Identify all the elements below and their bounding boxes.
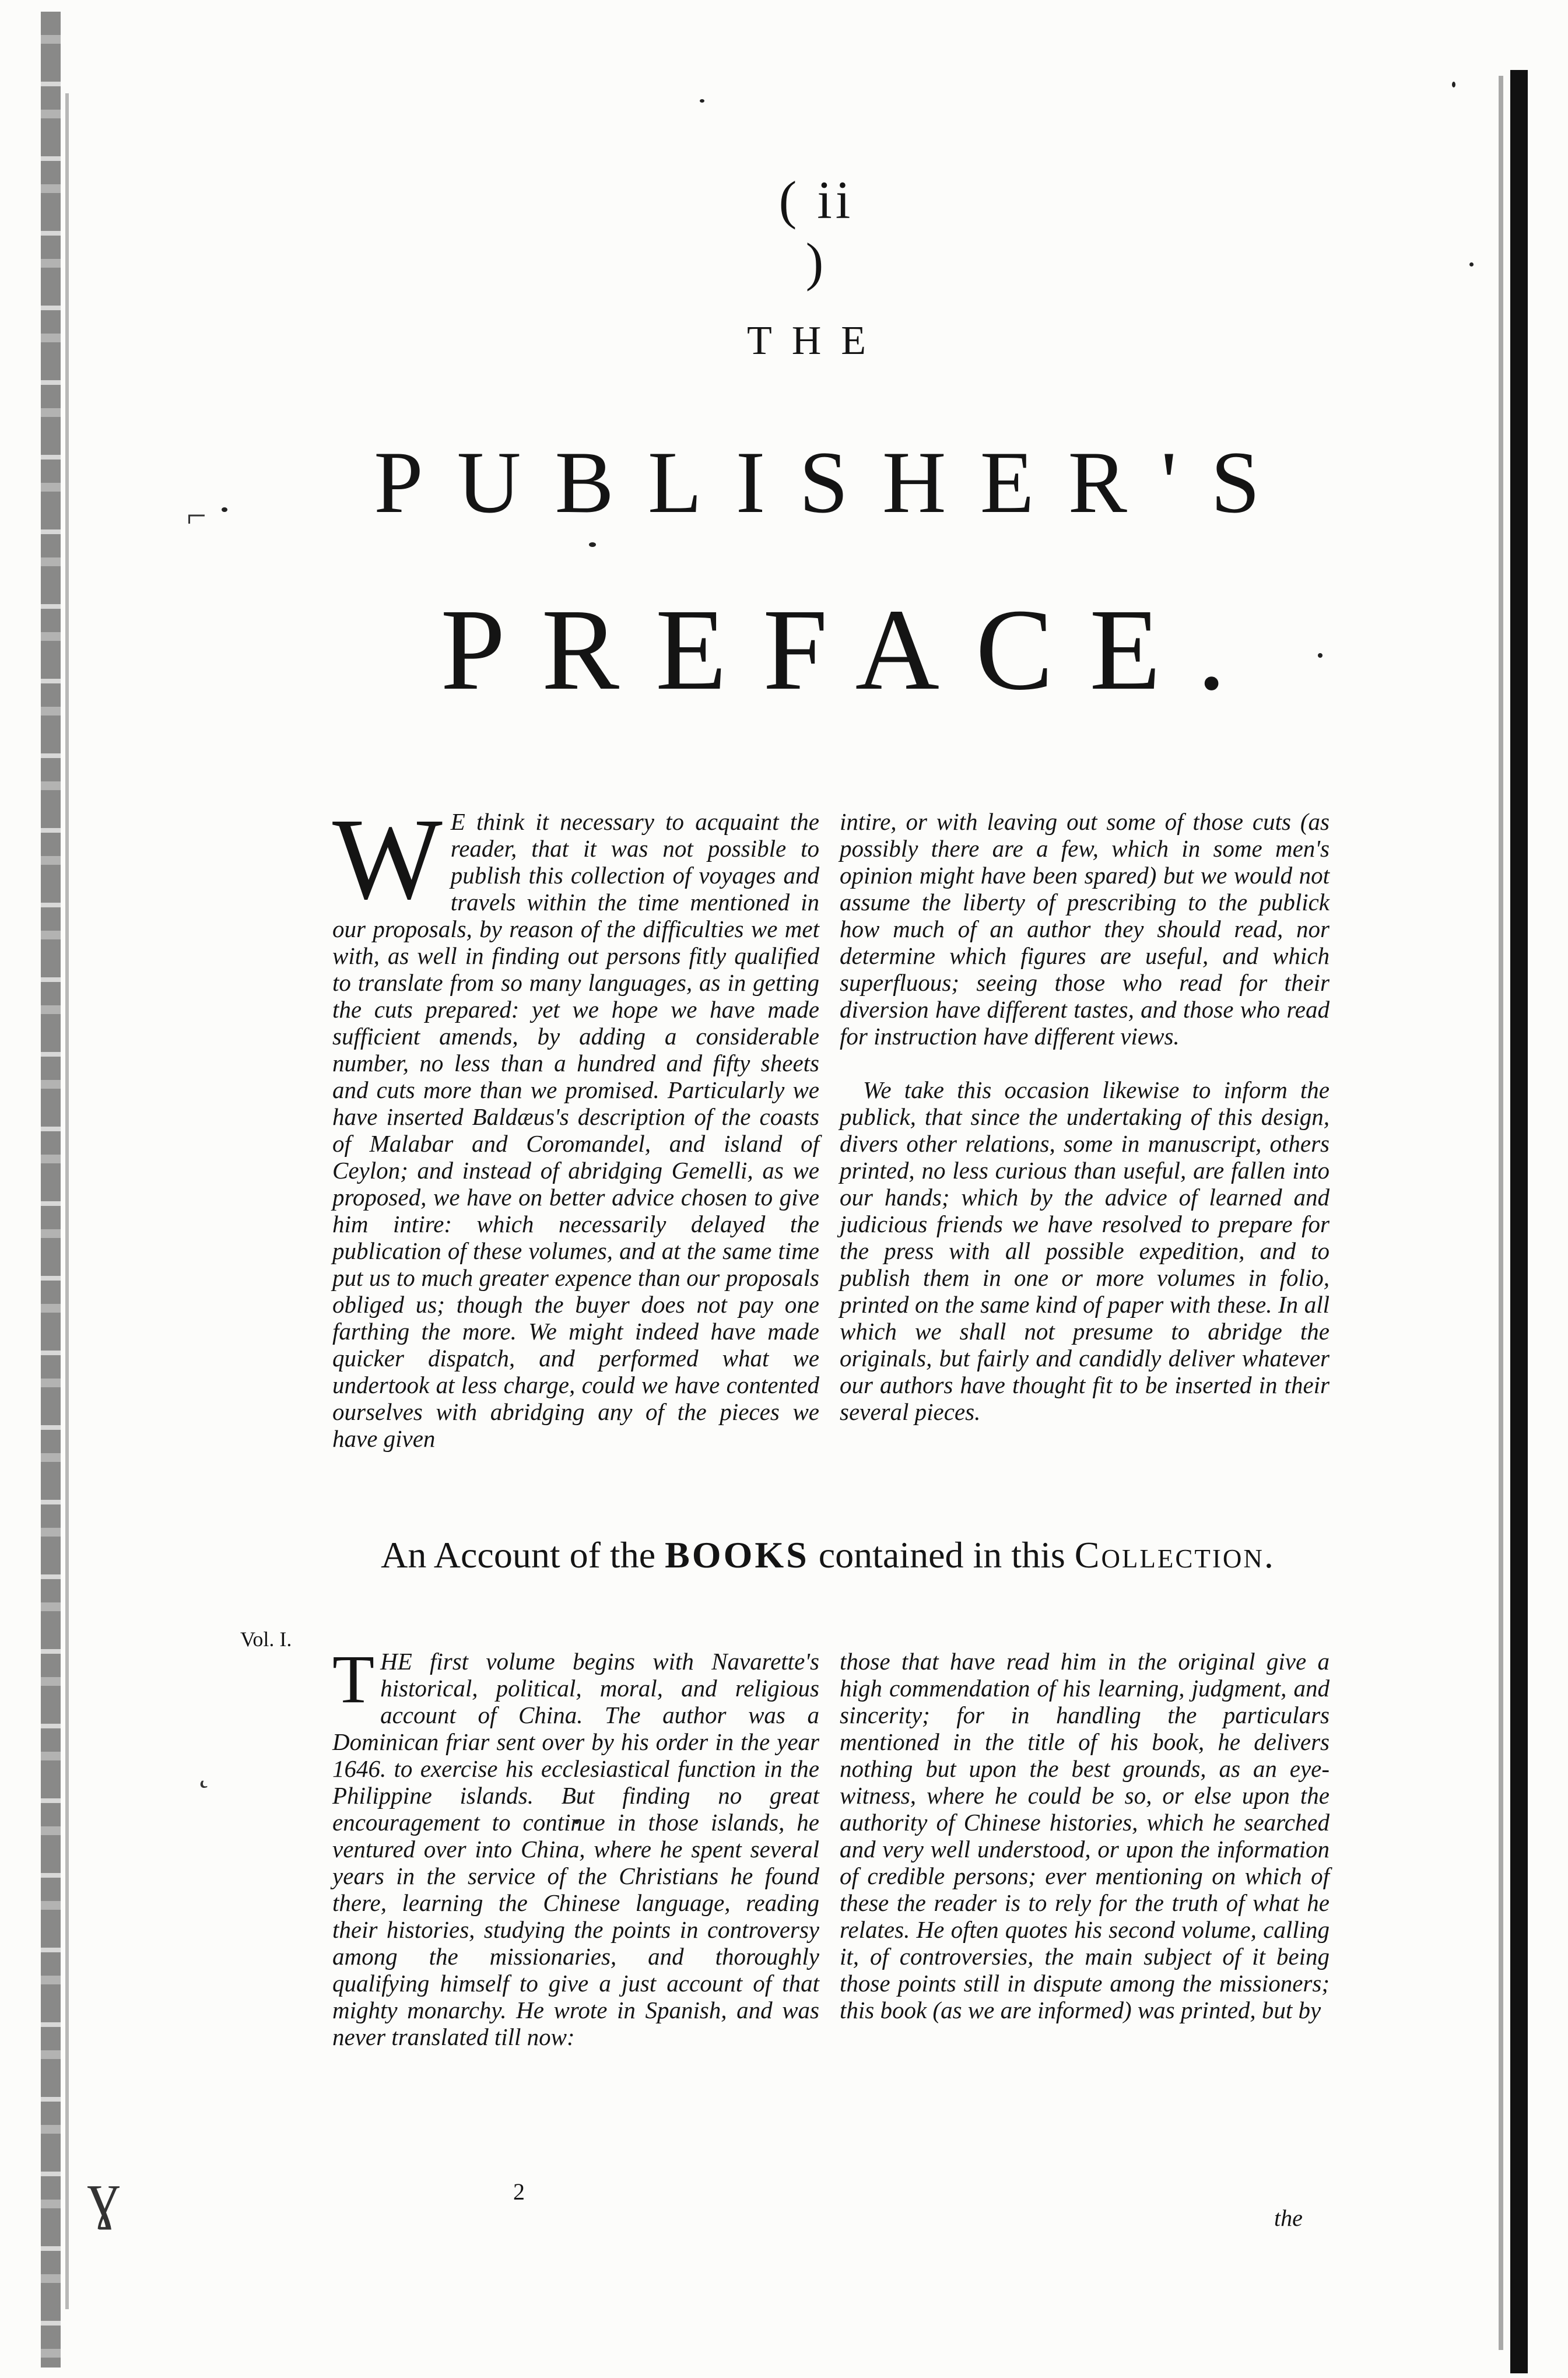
scan-right-edge-shadow — [1510, 70, 1528, 2373]
scan-left-edge-shadow — [41, 12, 61, 2368]
account-right-text: those that have read him in the original give a high commendation of his learning, judgment, and sincerity; for in handling the particulars mentioned in the title of his book, he delivers nothing but upon the best grounds, as an eye-witness, where he could be so, or else upon the authority of Chinese histories, which he searched and very well understood, or upon the information of credible persons; ever mentioning on which of these the reader is to rely for the truth of what he relates. He often quotes his second volume, calling it, of controversies, the main subject of it being those points still in dispute among the missioners; this book (as we are informed) was printed, but by — [840, 1648, 1330, 2023]
account-heading — [327, 1534, 1330, 1577]
margin-scribble: ɣ — [87, 2159, 120, 2230]
scan-speck — [700, 99, 704, 103]
catchword: the — [1274, 2205, 1303, 2231]
title-the: THE — [746, 318, 886, 363]
title-publishers: PUBLISHER'S — [374, 433, 1294, 531]
margin-scribble: ⌐ — [187, 496, 206, 535]
account-left-column — [332, 1621, 819, 2050]
account-dropcap: T — [332, 1641, 375, 1717]
page-number: ( ii ) — [778, 170, 854, 292]
account-heading-books: BOOKS — [665, 1534, 809, 1576]
account-heading-pre: An Account of the — [381, 1534, 665, 1576]
signature-mark: 2 — [513, 2179, 525, 2205]
scan-speck — [1469, 262, 1474, 266]
account-heading-collection: Collection. — [1074, 1534, 1275, 1576]
scan-speck — [1452, 82, 1455, 87]
preface-dropcap: W — [332, 795, 443, 924]
preface-right-column — [840, 781, 1330, 1452]
preface-right-paragraph-1: intire, or with leaving out some of those cuts (as possibly there are a few, which in some men's opinion might have been spared) but we would not assume the liberty of prescribing to the publick how much of an author they should read, nor determine which figures are useful, and which superfluous; seeing those who read for their diversion have different tastes, and those who read for instruction have different views. — [840, 808, 1330, 1050]
account-right-column — [840, 1621, 1330, 2023]
volume-label: Vol. I. — [240, 1628, 292, 1651]
preface-left-text: E think it necessary to acquaint the reader, that it was not possible to publish this collection of voyages and travels within the time mentioned in our proposals, by reason of the difficulties we met with, as well in finding out persons fitly qualified to translate from so many languages, as in getting the cuts prepared: yet we hope we have made sufficient amends, by adding a considerable number, no less than a hundred and fifty sheets and cuts more than we promised. Particularly we have inserted Baldæus's description of the coasts of Malabar and Coromandel, and island of Ceylon; and instead of abridging Gemelli, as we proposed, we have on better advice chosen to give him intire: which necessarily delayed the publication of these volumes, and at the same time put us to much greater expence than our proposals obliged us; though the buyer does not pay one farthing the more. We might indeed have made quicker dispatch, and performed what we undertook at less charge, could we have contented ourselves with abridging any of the pieces we have given — [332, 808, 819, 1452]
scan-left-edge-line — [65, 93, 69, 2309]
account-heading-mid: contained in this — [809, 1534, 1075, 1576]
scan-speck — [222, 507, 227, 512]
preface-right-paragraph-2: We take this occasion likewise to inform the publick, that since the undertaking of this design, divers other relations, some in manuscript, others printed, no less curious than useful, are fallen into our hands; which by the advice of learned and judicious friends we have resolved to prepare for the press with all possible expedition, and to publish them in one or more volumes in folio, printed on the same kind of paper with these. In all which we shall not presume to abridge the originals, but fairly and candidly deliver whatever our authors have thought fit to be inserted in their several pieces. — [840, 1076, 1330, 1425]
margin-scribble: ˛ — [198, 1750, 210, 1788]
title-preface: PREFACE. — [440, 585, 1262, 714]
account-left-text: HE first volume begins with Navarette's historical, political, moral, and religious account of China. The author was a Dominican friar sent over by his order in the year 1646. to exercise his ecclesiastical function in the Philippine islands. But finding no great encouragement to continue in those islands, he ventured over into China, where he spent several years in the service of the Christians he found there, learning the Chinese language, reading their histories, studying the points in controversy among the missionaries, and thoroughly qualifying himself to give a just account of that mighty monarchy. He wrote in Spanish, and was never translated till now: — [332, 1648, 819, 2050]
preface-left-column — [332, 781, 819, 1452]
scan-speck — [589, 542, 596, 547]
scan-right-edge-line — [1499, 76, 1503, 2350]
